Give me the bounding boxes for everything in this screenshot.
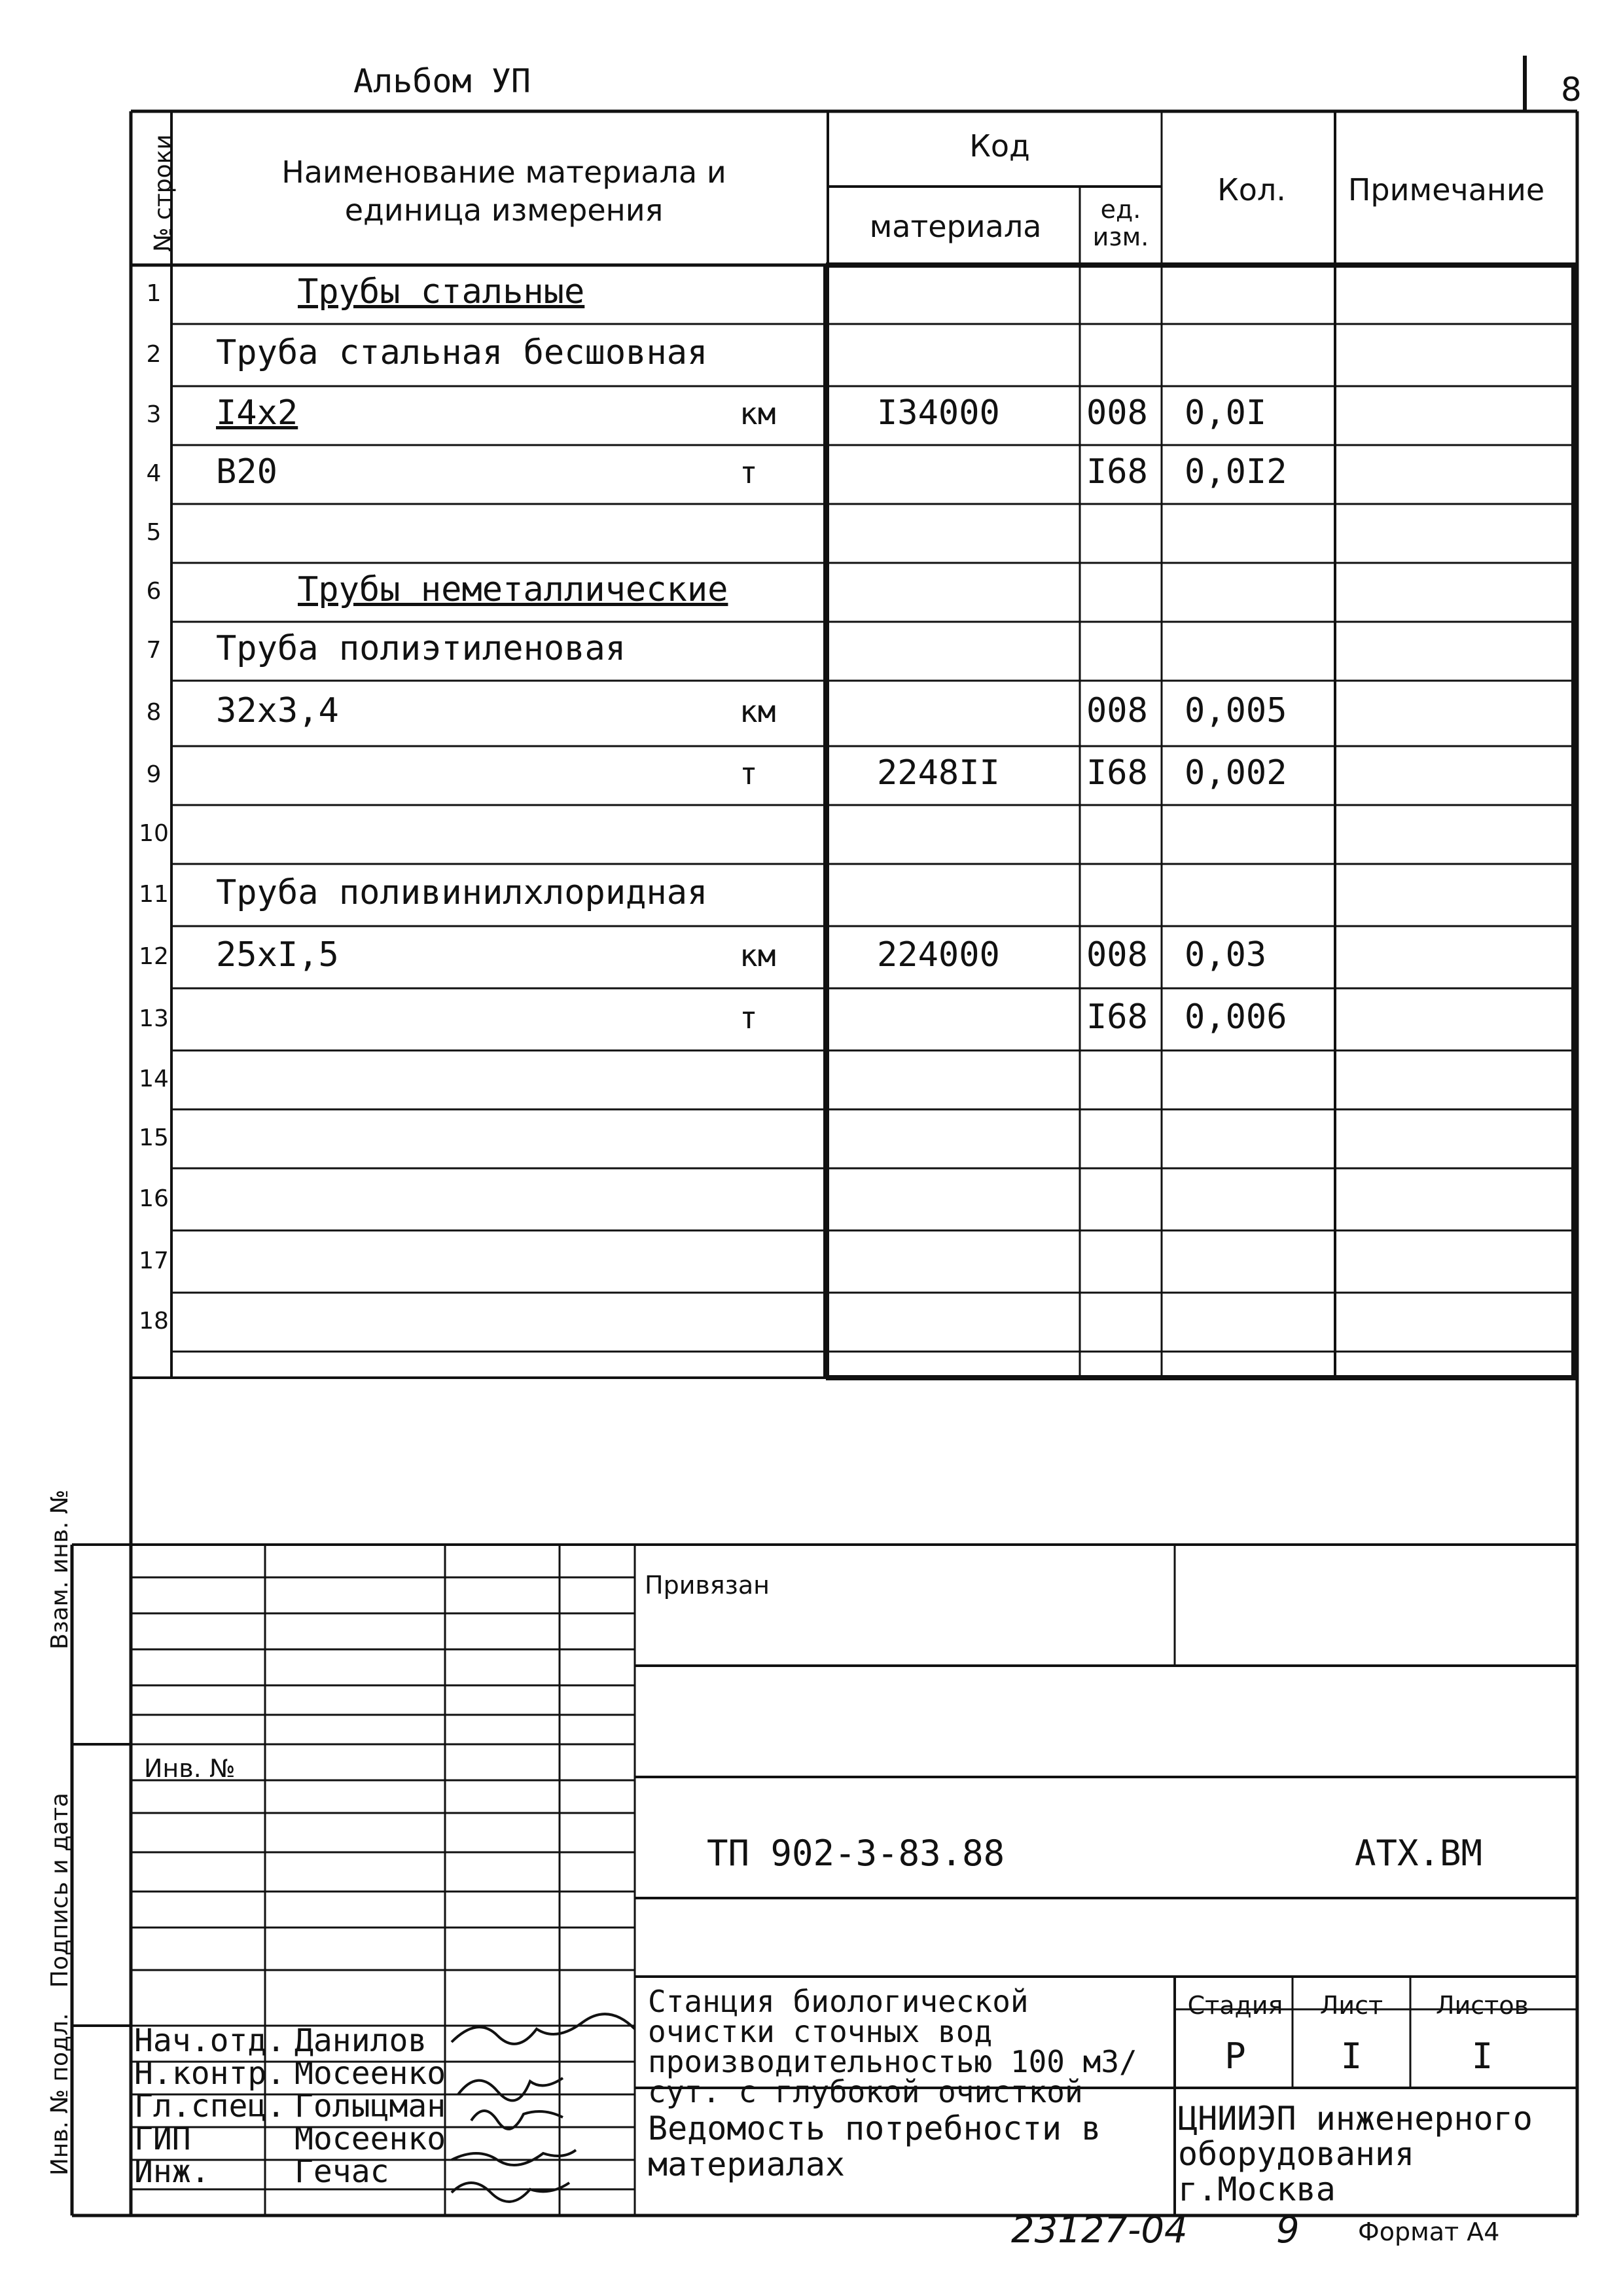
row-material-code: I34000	[877, 393, 1000, 433]
row-number: 7	[146, 637, 162, 664]
row-number: 10	[139, 820, 169, 847]
organization: ЦНИИЭП инженерного оборудования г.Москва	[1178, 2100, 1533, 2208]
row-unit: км	[740, 694, 776, 729]
row-qty: 0,0I	[1185, 393, 1267, 433]
row-name: 25xI,5	[216, 935, 339, 975]
row-qty: 0,0I2	[1185, 452, 1287, 492]
row-unit: т	[740, 756, 758, 791]
sheet-value: I	[1340, 2036, 1363, 2077]
header-unit: ед. изм.	[1092, 195, 1149, 251]
row-number: 14	[139, 1066, 169, 1092]
side-label-vzam: Взам. инв. №	[46, 1489, 73, 1650]
row-number: 9	[146, 761, 162, 788]
row-number: 11	[139, 880, 169, 908]
doc-mark: АТХ.ВМ	[1355, 1833, 1483, 1874]
row-number: 3	[146, 401, 162, 428]
signature-danilov	[452, 2014, 635, 2044]
row-material-code: 224000	[877, 935, 1000, 975]
header-note: Примечание	[1347, 172, 1545, 207]
signature-gechas	[452, 2183, 569, 2202]
sheet-title: Ведомость потребности в материалах	[648, 2109, 1101, 2183]
row-unit: т	[740, 999, 758, 1035]
staff-role: ГИП	[134, 2121, 191, 2157]
row-number: 17	[139, 1247, 169, 1274]
staff-role: Н.контр.	[134, 2055, 286, 2092]
row-unit: т	[740, 455, 758, 490]
row-number: 1	[146, 280, 162, 307]
row-unit: км	[740, 937, 776, 973]
row-number: 16	[139, 1185, 169, 1212]
row-unit: км	[740, 396, 776, 431]
row-material-code: 2248II	[877, 753, 1000, 793]
row-qty: 0,03	[1185, 935, 1267, 975]
inv-no-label: Инв. №	[144, 1754, 236, 1783]
staff-role: Гл.спец.	[134, 2088, 286, 2125]
row-unit-code: 008	[1086, 691, 1148, 730]
side-label-podpis: Подпись и дата	[46, 1792, 73, 1988]
staff-name: Мосеенко	[294, 2121, 446, 2157]
row-number: 12	[139, 942, 169, 970]
header-row-no: № строки	[150, 134, 177, 252]
doc-code: ТП 902-3-83.88	[707, 1833, 1005, 1874]
row-number: 2	[146, 340, 162, 368]
staff-name: Данилов	[294, 2022, 427, 2059]
header-name: Наименование материала и единица измерения	[281, 154, 726, 228]
row-qty: 0,005	[1185, 691, 1287, 730]
row-name: I4x2	[216, 393, 298, 433]
row-name: Труба полиэтиленовая	[216, 629, 626, 668]
row-name: В20	[216, 452, 277, 492]
row-unit-code: 008	[1086, 935, 1148, 975]
signature-gechas-text	[458, 2183, 467, 2216]
staff-name: Мосеенко	[294, 2055, 446, 2092]
row-number: 13	[139, 1005, 169, 1032]
row-number: 5	[146, 519, 162, 546]
sheets-label: Листов	[1436, 1991, 1529, 2020]
row-number: 4	[146, 460, 162, 487]
row-unit-code: I68	[1086, 452, 1148, 492]
stage-label: Стадия	[1187, 1991, 1283, 2020]
format-label: Формат А4	[1358, 2217, 1500, 2246]
sheets-value: I	[1471, 2036, 1493, 2077]
header-code: Код	[969, 128, 1030, 164]
header-qty: Кол.	[1217, 172, 1286, 207]
row-name: Труба поливинилхлоридная	[216, 872, 708, 912]
staff-role: Нач.отд.	[134, 2022, 286, 2059]
row-unit-code: 008	[1086, 393, 1148, 433]
signature-moseenko-2	[452, 2150, 576, 2165]
row-number: 8	[146, 699, 162, 726]
row-number: 6	[146, 578, 162, 605]
row-qty: 0,006	[1185, 997, 1287, 1037]
row-name: 32x3,4	[216, 691, 339, 730]
album-label: Альбом УП	[353, 62, 531, 100]
row-number: 15	[139, 1124, 169, 1151]
row-unit-code: I68	[1086, 997, 1148, 1037]
stage-value: Р	[1224, 2036, 1246, 2077]
staff-role: Инж.	[134, 2153, 210, 2190]
staff-name: Гечас	[294, 2153, 389, 2190]
staff-name: Голыцман	[294, 2088, 446, 2125]
row-name: Трубы неметаллические	[298, 570, 728, 609]
footer-page: 9	[1276, 2209, 1300, 2251]
row-name: Трубы стальные	[298, 272, 585, 312]
header-material: материала	[869, 209, 1042, 244]
row-name: Труба стальная бесшовная	[216, 332, 708, 372]
project-title: Станция биологической очистки сточных вод производительностью 100 м3/сут. с глубокой очисткой	[648, 1984, 1137, 2109]
row-qty: 0,002	[1185, 753, 1287, 793]
signature-moseenko	[458, 2078, 563, 2100]
sheet-label: Лист	[1319, 1991, 1383, 2020]
archive-number: 23127-04	[1011, 2209, 1188, 2251]
row-number: 18	[139, 1308, 169, 1335]
signature-golytsman	[471, 2111, 563, 2129]
privyazan-label: Привязан	[645, 1571, 770, 1600]
side-label-inv-podl: Инв. № подл.	[46, 2013, 73, 2176]
page-number: 8	[1561, 71, 1582, 109]
row-unit-code: I68	[1086, 753, 1148, 793]
